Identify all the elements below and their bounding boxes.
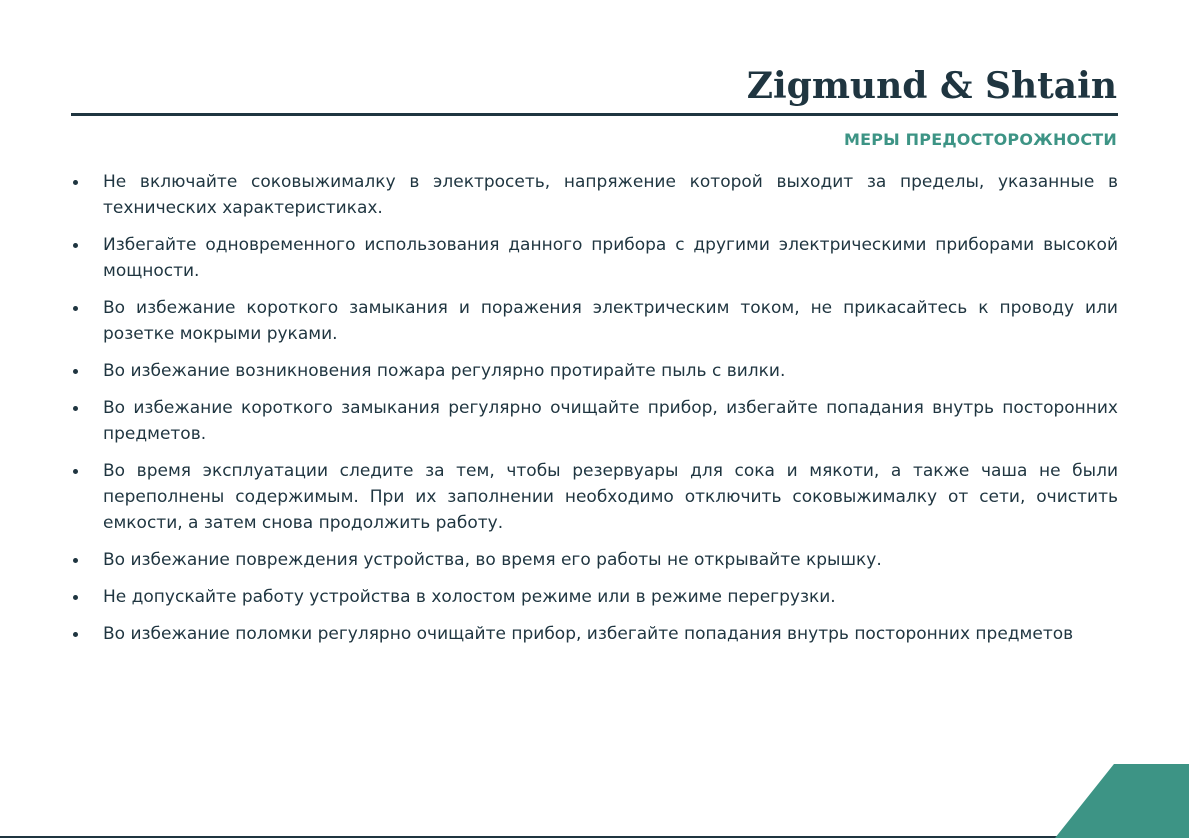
list-item-text: Во избежание повреждения устройства, во время его работы не открывайте крышку. <box>103 550 882 570</box>
list-item <box>71 358 1118 384</box>
list-item-text: Во избежание короткого замыкания регулярно очищайте прибор, избегайте попадания внутрь посторонних предметов. <box>103 398 1118 444</box>
list-item <box>71 547 1118 573</box>
bullet-icon <box>73 469 78 474</box>
header-divider <box>71 113 1118 116</box>
list-item <box>71 584 1118 610</box>
list-item-text: Во избежание возникновения пожара регулярно протирайте пыль с вилки. <box>103 361 786 381</box>
bullet-icon <box>73 369 78 374</box>
precautions-list <box>71 169 1118 658</box>
bullet-icon <box>73 243 78 248</box>
list-item-text: Во избежание короткого замыкания и поражения электрическим током, не прикасайтесь к проводу или розетке мокрыми руками. <box>103 298 1118 344</box>
list-item <box>71 169 1118 221</box>
bullet-icon <box>73 180 78 185</box>
corner-accent-shape <box>1055 764 1189 838</box>
list-item <box>71 621 1118 647</box>
list-item <box>71 395 1118 447</box>
list-item-text: Во время эксплуатации следите за тем, чтобы резервуары для сока и мякоти, а также чаша не были переполнены содержимым. При их заполнении необходимо отключить соковыжималку от сети, очистить емкости, а затем снова продолжить работу. <box>103 461 1118 533</box>
brand-logo-text: Zigmund & Shtain <box>746 65 1117 107</box>
section-title: МЕРЫ ПРЕДОСТОРОЖНОСТИ <box>843 130 1117 149</box>
list-item <box>71 458 1118 536</box>
list-item-text: Избегайте одновременного использования данного прибора с другими электрическими приборами высокой мощности. <box>103 235 1118 281</box>
bullet-icon <box>73 406 78 411</box>
brand-logo <box>747 64 1117 108</box>
list-item <box>71 232 1118 284</box>
bullet-icon <box>73 558 78 563</box>
list-item-text: Во избежание поломки регулярно очищайте прибор, избегайте попадания внутрь посторонних предметов <box>103 624 1074 644</box>
bullet-icon <box>73 595 78 600</box>
list-item-text: Не включайте соковыжималку в электросеть, напряжение которой выходит за пределы, указанные в технических характеристиках. <box>103 172 1118 218</box>
bullet-icon <box>73 632 78 637</box>
list-item <box>71 295 1118 347</box>
list-item-text: Не допускайте работу устройства в холостом режиме или в режиме перегрузки. <box>103 587 836 607</box>
bullet-icon <box>73 306 78 311</box>
